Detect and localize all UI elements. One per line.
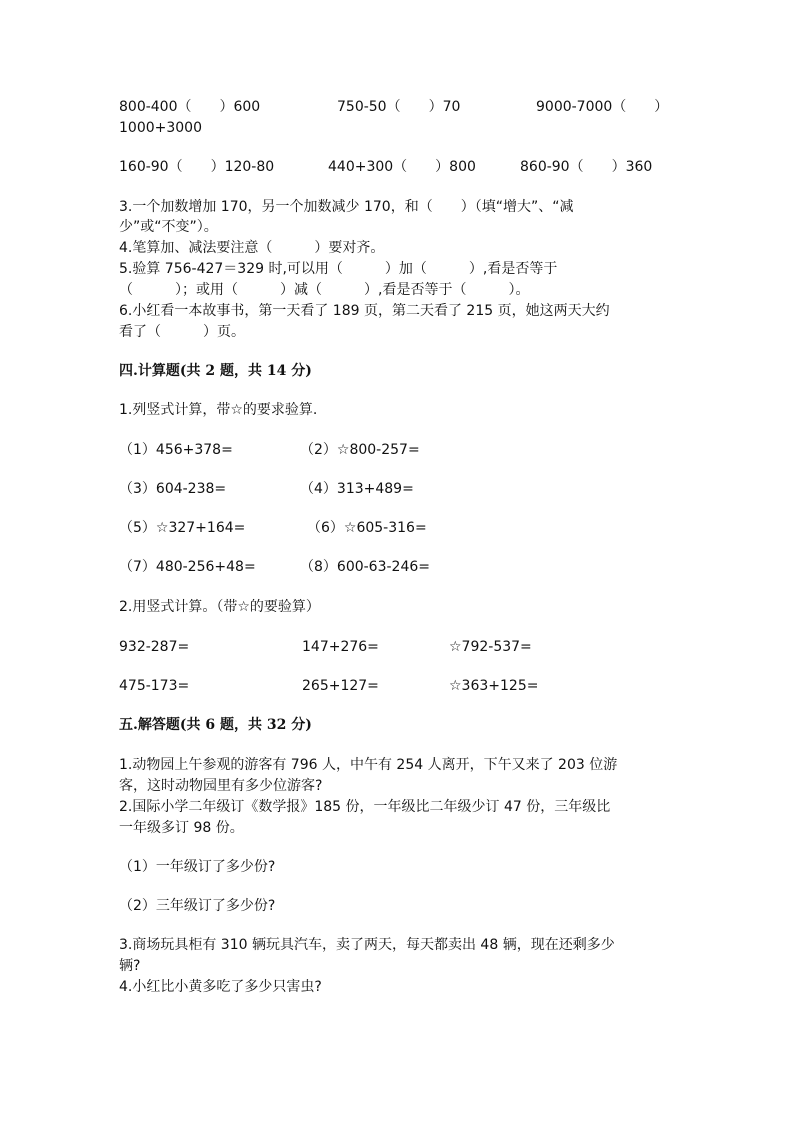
problem-2-line1: 2.国际小学二年级订《数学报》185 份，一年级比二年级少订 47 份，三年级比 <box>119 799 611 815</box>
calc-item: （6）☆605-316= <box>307 520 427 536</box>
question-3-line1: 3.一个加数增加 170，另一个加数减少 170，和（ ）（填“增大”、“减 <box>119 199 574 215</box>
calc-item: （3）604-238= <box>119 481 227 497</box>
compare-item: 860-90（ ）360 <box>520 159 653 175</box>
compare-item: 160-90（ ）120-80 <box>119 159 275 175</box>
vertical-calc-item: 932-287= <box>119 639 190 655</box>
calc-item: （4）313+489= <box>300 481 414 497</box>
vertical-calc-item: ☆363+125= <box>449 678 539 694</box>
problem-2-line2: 一年级多订 98 份。 <box>119 820 244 836</box>
compare-item: 800-400（ ）600 <box>119 99 261 115</box>
problem-3-line1: 3.商场玩具柜有 310 辆玩具汽车，卖了两天，每天都卖出 48 辆，现在还剩多少 <box>119 937 615 953</box>
question-5-line2: （ ）；或用（ ）减（ ）,看是否等于（ ）。 <box>119 282 530 298</box>
vertical-calc-item: 147+276= <box>302 639 379 655</box>
vertical-calc-item: ☆792-537= <box>449 639 532 655</box>
question-6-line2: 看了（ ）页。 <box>119 324 245 340</box>
compare-item: 440+300（ ）800 <box>328 159 476 175</box>
section-4-q1: 1.列竖式计算，带☆的要求验算. <box>119 402 318 418</box>
problem-3-line2: 辆? <box>119 958 141 974</box>
section-4-title: 四.计算题(共 2 题，共 14 分) <box>119 363 312 379</box>
compare-item: 9000-7000（ ） <box>536 99 669 115</box>
calc-item: （2）☆800-257= <box>300 442 420 458</box>
compare-item-wrap: 1000+3000 <box>119 120 202 136</box>
problem-4: 4.小红比小黄多吃了多少只害虫? <box>119 979 322 995</box>
problem-1-line1: 1.动物园上午参观的游客有 796 人，中午有 254 人离开，下午又来了 203 位游 <box>119 757 618 773</box>
question-3-line2: 少”或“不变”）。 <box>119 219 218 235</box>
problem-1-line2: 客，这时动物园里有多少位游客? <box>119 778 323 794</box>
problem-2-sub1: （1）一年级订了多少份? <box>119 859 276 875</box>
compare-item: 750-50（ ）70 <box>337 99 461 115</box>
problem-2-sub2: （2）三年级订了多少份? <box>119 898 276 914</box>
section-5-title: 五.解答题(共 6 题，共 32 分) <box>119 717 312 733</box>
calc-item: （8）600-63-246= <box>300 559 430 575</box>
calc-item: （1）456+378= <box>119 442 233 458</box>
calc-item: （5）☆327+164= <box>119 520 246 536</box>
section-4-q2: 2.用竖式计算。（带☆的要验算） <box>119 599 320 615</box>
vertical-calc-item: 475-173= <box>119 678 190 694</box>
question-5-line1: 5.验算 756-427＝329 时,可以用（ ）加（ ）,看是否等于 <box>119 261 558 277</box>
calc-item: （7）480-256+48= <box>119 559 256 575</box>
question-6-line1: 6.小红看一本故事书，第一天看了 189 页，第二天看了 215 页，她这两天大约 <box>119 303 610 319</box>
question-4: 4.笔算加、减法要注意（ ）要对齐。 <box>119 240 385 256</box>
vertical-calc-item: 265+127= <box>302 678 379 694</box>
